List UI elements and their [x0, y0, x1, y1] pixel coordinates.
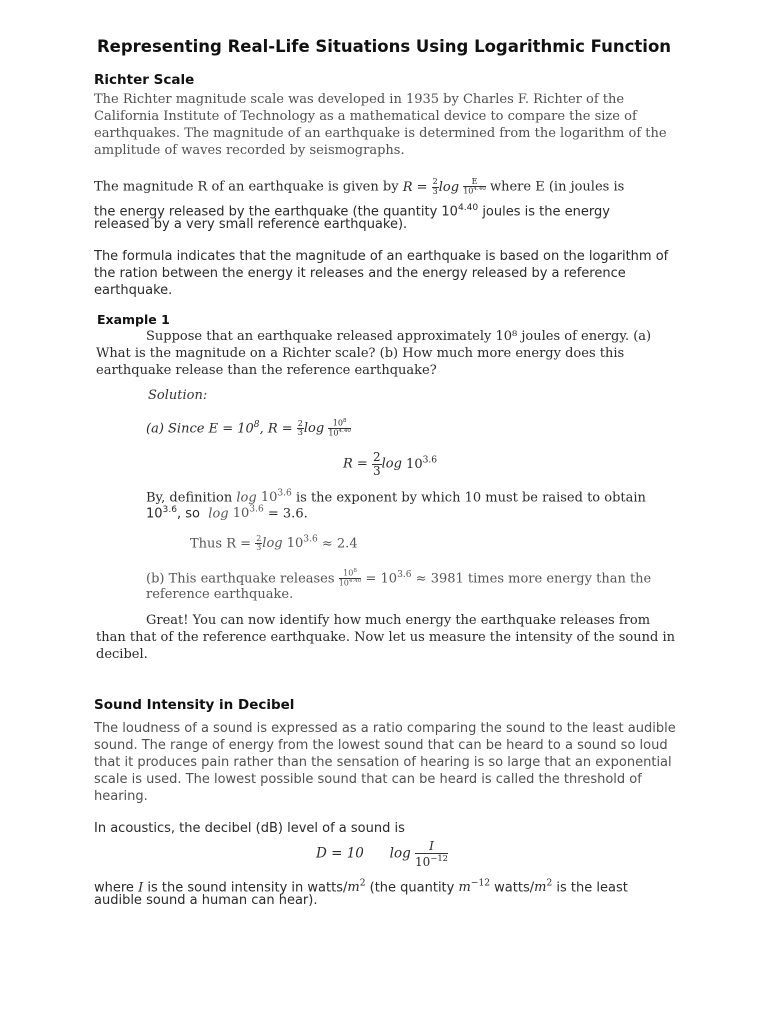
- step-b-tail: ≈ 3981 times more energy than the: [411, 571, 652, 587]
- def-line1-pre: By, definition: [146, 490, 233, 506]
- where-tail: is the least: [552, 880, 628, 896]
- richter-formula-line1: [94, 178, 624, 196]
- example-problem-line1: Suppose that an earthquake released approximately 10⁸ joules of energy. (a): [146, 329, 652, 344]
- richter-explain: The formula indicates that the magnitude of an earthquake is based on the logarithm of the ration between the energy it releases and the energy released by a reference earthquake.: [94, 249, 669, 298]
- page-title: Representing Real-Life Situations Using Logarithmic Function: [96, 37, 672, 56]
- step-a-mid: , R =: [259, 421, 293, 437]
- where-post: watts/: [494, 880, 535, 896]
- step-b-pre: (b) This earthquake releases: [146, 571, 335, 587]
- step-a: (a) Since E = 10: [146, 421, 254, 437]
- where-mid2: (the quantity: [365, 880, 455, 896]
- where-quantity: $m^{-12}$: [458, 879, 491, 896]
- thus-formula: $\frac{2}{3}$ $\log 10^{3.6}$: [256, 533, 318, 553]
- def-line2-exp: 3.6: [162, 505, 178, 515]
- great-rest: than that of the reference earthquake. Now let us measure the intensity of the sound in decibel.: [96, 630, 675, 662]
- formula-post: where E (in joules is: [489, 179, 625, 195]
- def-line2-mid: , so: [177, 506, 201, 522]
- where-unit2: $m^2$: [534, 879, 553, 896]
- sound-heading: Sound Intensity in Decibel: [94, 697, 295, 713]
- where-mid: is the sound intensity in watts/: [147, 880, 348, 896]
- step-b-post: = 10: [365, 571, 398, 587]
- richter-intro: The Richter magnitude scale was developed in 1935 by Charles F. Richter of the California Institute of Technology as a mathematical device to compare the size of earthquakes. The magnitude of an earthquake is determined from the logarithm of the amplitude of waves recorded by seismographs.: [94, 92, 667, 158]
- where-pre: where: [94, 880, 134, 896]
- def-log-expr: $\log 10^{3.6}$: [236, 489, 292, 506]
- where-line2: audible sound a human can hear).: [94, 893, 318, 908]
- formula-exp: 4.40: [457, 203, 479, 213]
- decibel-intro: In acoustics, the decibel (dB) level of a sound is: [94, 821, 405, 836]
- example-heading: Example 1: [97, 312, 170, 327]
- richter-formula-line3: released by a very small reference earthquake).: [94, 217, 408, 232]
- richter-heading: Richter Scale: [94, 72, 195, 88]
- step-a-exp: 8: [253, 420, 260, 430]
- def-line2-pre: 10: [146, 506, 163, 522]
- step-a-formula: $\frac{2}{3}$ log $\frac{10^8}{10^{4.40}}$: [297, 418, 351, 438]
- richter-formula: R = $\frac{2}{3}$ log $\frac{E}{10^{4.40}}$: [402, 177, 486, 197]
- step-b-exp: 3.6: [397, 570, 412, 580]
- def-line2-post: = 3.6.: [267, 506, 308, 522]
- thus-post: ≈ 2.4: [321, 536, 358, 552]
- step-b-frac: $\frac{10^8}{10^{4.40}}$: [338, 568, 362, 588]
- step-b-line2: reference earthquake.: [146, 587, 294, 602]
- formula-line2-post: joules is the energy: [478, 204, 610, 220]
- formula-pre: The magnitude R of an earthquake is given by: [94, 179, 399, 195]
- example-problem-rest: What is the magnitude on a Richter scale? (b) How much more energy does this earthquake release than the reference earthquake?: [96, 346, 625, 378]
- thus-pre: Thus R =: [190, 536, 252, 552]
- sound-intro: The loudness of a sound is expressed as a ratio comparing the sound to the least audible sound. The range of energy from the lowest sound that can be heard to a sound so loud that it produces pain rather than the sensation of hearing is so large that an exponential scale is used. The lowest possible sound that can be heard is called the threshold of hearing.: [94, 721, 676, 804]
- where-var: I: [138, 880, 144, 896]
- step-a-result: R = $\frac{2}{3}$ $\log 10^{3.6}$: [343, 450, 438, 478]
- thus-line: [190, 532, 358, 553]
- def-line2-log: $\log 10^{3.6}$: [208, 505, 264, 522]
- decibel-formula: D = 10 log $\frac{I}{10^{-12}}$: [316, 839, 448, 869]
- great-line1: Great! You can now identify how much energy the earthquake releases from: [146, 613, 651, 628]
- definition-line2: [146, 502, 308, 522]
- step-a-line: [146, 417, 351, 438]
- def-line1-post: is the exponent by which 10 must be raised to obtain: [295, 490, 646, 506]
- solution-label: Solution:: [148, 388, 208, 403]
- formula-line2: the energy released by the earthquake (the quantity 10: [94, 204, 458, 220]
- where-unit1: $m^2$: [347, 879, 366, 896]
